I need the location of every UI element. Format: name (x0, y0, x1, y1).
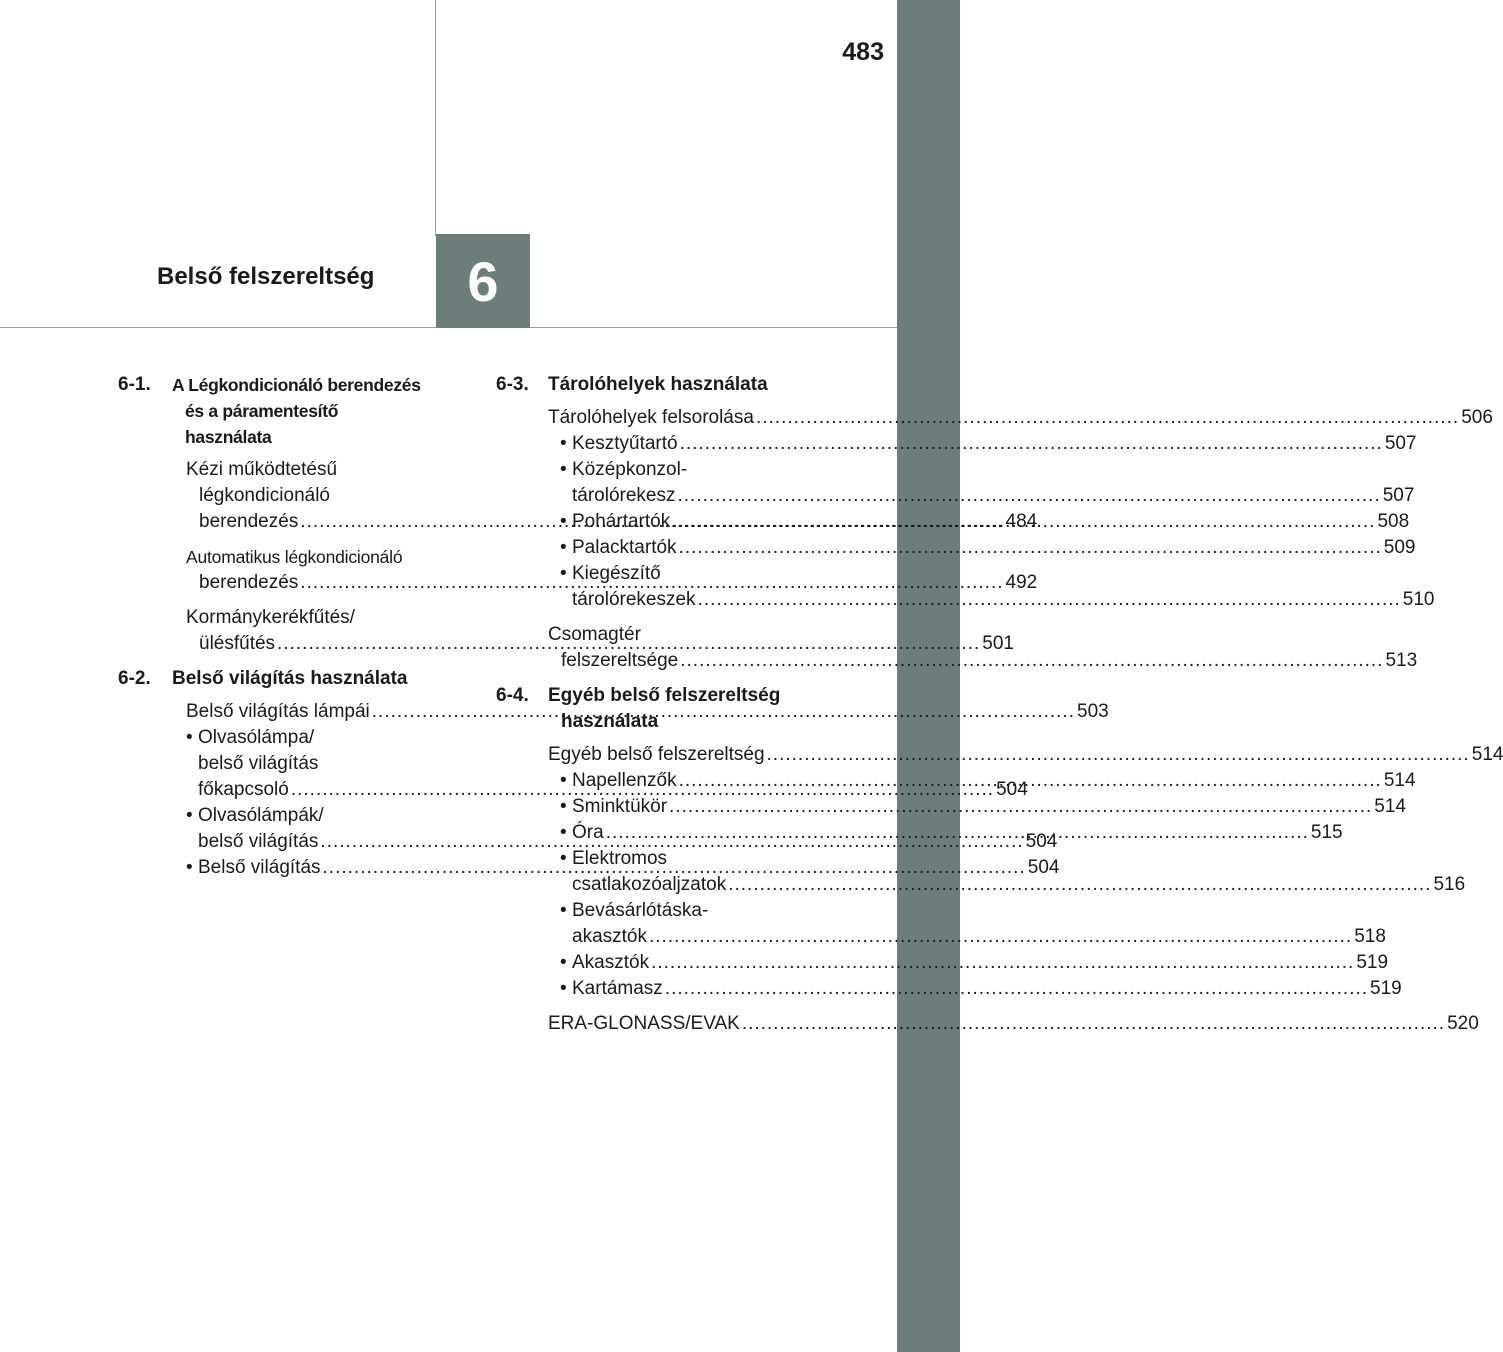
bullet-icon: • (560, 433, 567, 454)
toc-sub-entry[interactable] (496, 431, 1417, 457)
toc-entry-line: Olvasólámpák/ (198, 805, 324, 826)
section-number: 6-4. (496, 685, 529, 706)
page-ref: 509 (1383, 537, 1416, 558)
toc-entry-line: Egyéb belső felszereltség (548, 744, 765, 765)
toc-entry-line: berendezés (199, 572, 299, 593)
toc-entry-line: Kartámasz (572, 978, 663, 999)
page-ref: 518 (1354, 926, 1386, 947)
dot-leader (649, 924, 1352, 950)
toc-entry-line: akasztók (572, 926, 647, 947)
dot-leader (669, 794, 1372, 820)
page-ref: 492 (1005, 572, 1038, 593)
toc-entry[interactable] (496, 405, 1493, 431)
chapter-number-box (436, 234, 530, 328)
toc-entry-line: Elektromos (572, 848, 668, 869)
toc-entry-line: csatlakozóaljzatok (572, 874, 727, 895)
toc-sub-entry[interactable] (496, 950, 1389, 976)
page-ref: 510 (1402, 589, 1435, 610)
page-ref: 504 (1027, 857, 1060, 878)
bullet-icon: • (560, 563, 567, 584)
dot-leader (728, 872, 1431, 898)
bullet-icon: • (560, 537, 567, 558)
toc-sub-entry[interactable] (496, 535, 1416, 561)
toc-entry-line: felszereltsége (561, 650, 679, 671)
chapter-side-tab (897, 0, 960, 1352)
bullet-icon: • (560, 952, 567, 973)
dot-leader (678, 483, 1381, 509)
section-number: 6-2. (118, 668, 151, 689)
page-ref: 504 (996, 779, 1028, 800)
dot-leader (680, 431, 1383, 457)
dot-leader (679, 535, 1382, 561)
section-title-line: használata (561, 711, 659, 732)
chapter-title: Belső felszereltség (157, 263, 375, 290)
dot-leader (672, 509, 1375, 535)
section-title-line: Belső világítás használata (172, 668, 408, 689)
page-ref: 514 (1383, 770, 1416, 791)
dot-leader (665, 976, 1368, 1002)
section-title-line: és a páramentesítő (185, 401, 339, 421)
dot-leader (742, 1011, 1445, 1037)
dot-leader (606, 820, 1309, 846)
section-number: 6-3. (496, 374, 529, 395)
toc-entry-line: főkapcsoló (198, 779, 289, 800)
vertical-rule (435, 0, 436, 236)
toc-entry-line: belső világítás (198, 753, 319, 774)
page-ref: 508 (1377, 511, 1410, 532)
toc-entry-line: Óra (572, 822, 604, 843)
toc-entry-line: Csomagtér (548, 624, 641, 645)
page-ref: 507 (1382, 485, 1415, 506)
section-title-line: használata (185, 427, 272, 447)
section-title-line: Tárolóhelyek használata (548, 374, 768, 395)
page-ref: 501 (982, 633, 1014, 654)
bullet-icon: • (560, 511, 567, 532)
page-ref: 520 (1447, 1013, 1479, 1034)
toc-entry-line: Akasztók (572, 952, 650, 973)
section-title-line: A Légkondicionáló berendezés (172, 375, 421, 395)
bullet-icon: • (186, 857, 193, 878)
toc-entry-line: belső világítás (198, 831, 319, 852)
section-title-line: Egyéb belső felszereltség (548, 685, 781, 706)
toc-entry-line: Palacktartók (572, 537, 677, 558)
toc-entry-line: Bevásárlótáska- (572, 900, 709, 921)
toc-sub-entry[interactable] (496, 794, 1406, 820)
toc-entry-line: Belső világítás (198, 857, 321, 878)
dot-leader (767, 742, 1470, 768)
toc-entry-line: Kormánykerékfűtés/ (186, 607, 355, 628)
page-ref: 513 (1385, 650, 1418, 671)
toc-entry-line: Sminktükör (572, 796, 668, 817)
toc-entry-line: Napellenzők (572, 770, 677, 791)
toc-sub-entry[interactable] (496, 976, 1402, 1002)
dot-leader (680, 648, 1383, 674)
toc-entry-line: ERA-GLONASS/EVAK (548, 1013, 740, 1034)
toc-entry-line: Olvasólámpa/ (198, 727, 315, 748)
toc-entry-line: Kézi működtetésű (186, 459, 338, 480)
bullet-icon: • (186, 805, 193, 826)
page-ref: 514 (1471, 744, 1503, 765)
bullet-icon: • (560, 848, 567, 869)
section-heading[interactable] (496, 372, 837, 398)
bullet-icon: • (560, 796, 567, 817)
page-ref: 484 (1005, 511, 1038, 532)
page-ref: 514 (1374, 796, 1406, 817)
page-ref: 519 (1356, 952, 1389, 973)
toc-entry-line: Kesztyűtartó (572, 433, 678, 454)
toc-entry-line: ülésfűtés (199, 633, 276, 654)
dot-leader (756, 405, 1459, 431)
toc-sub-entry[interactable] (496, 457, 1415, 509)
toc-entry-line: Középkonzol- (572, 459, 688, 480)
page-ref: 519 (1370, 978, 1402, 999)
dot-leader (679, 768, 1382, 794)
toc-entry-line: Tárolóhelyek felsorolása (548, 407, 754, 428)
bullet-icon: • (560, 822, 567, 843)
section-heading[interactable] (118, 372, 461, 450)
bullet-icon: • (560, 900, 567, 921)
toc-entry-line: Kiegészítő (572, 563, 661, 584)
toc-entry-line: tárolórekesz (572, 485, 676, 506)
bullet-icon: • (560, 770, 567, 791)
bullet-icon: • (560, 459, 567, 480)
bullet-icon: • (560, 978, 567, 999)
toc-entry-line: Automatikus légkondicionáló (186, 547, 403, 567)
page-ref: 506 (1461, 407, 1493, 428)
bullet-icon: • (186, 727, 193, 748)
page-number: 483 (842, 38, 884, 66)
toc-entry-line: légkondicionáló (199, 485, 330, 506)
toc-entry-line: berendezés (199, 511, 299, 532)
toc-entry-line: Pohártartók (572, 511, 671, 532)
toc-entry[interactable] (496, 742, 1503, 768)
page-ref: 503 (1077, 701, 1109, 722)
page-ref: 507 (1384, 433, 1417, 454)
dot-leader (651, 950, 1354, 976)
section-heading[interactable] (496, 683, 837, 735)
chapter-number: 6 (467, 249, 499, 313)
toc-entry-line: tárolórekeszek (572, 589, 696, 610)
toc-entry-line: Belső világítás lámpái (186, 701, 370, 722)
page-ref: 515 (1310, 822, 1343, 843)
toc-entry[interactable] (496, 1011, 1479, 1037)
page-ref: 516 (1433, 874, 1466, 895)
section-number: 6-1. (118, 374, 151, 395)
page-ref: 504 (1025, 831, 1058, 852)
dot-leader (698, 587, 1401, 613)
toc-sub-entry[interactable] (496, 898, 1386, 950)
section-heading[interactable] (118, 666, 461, 692)
